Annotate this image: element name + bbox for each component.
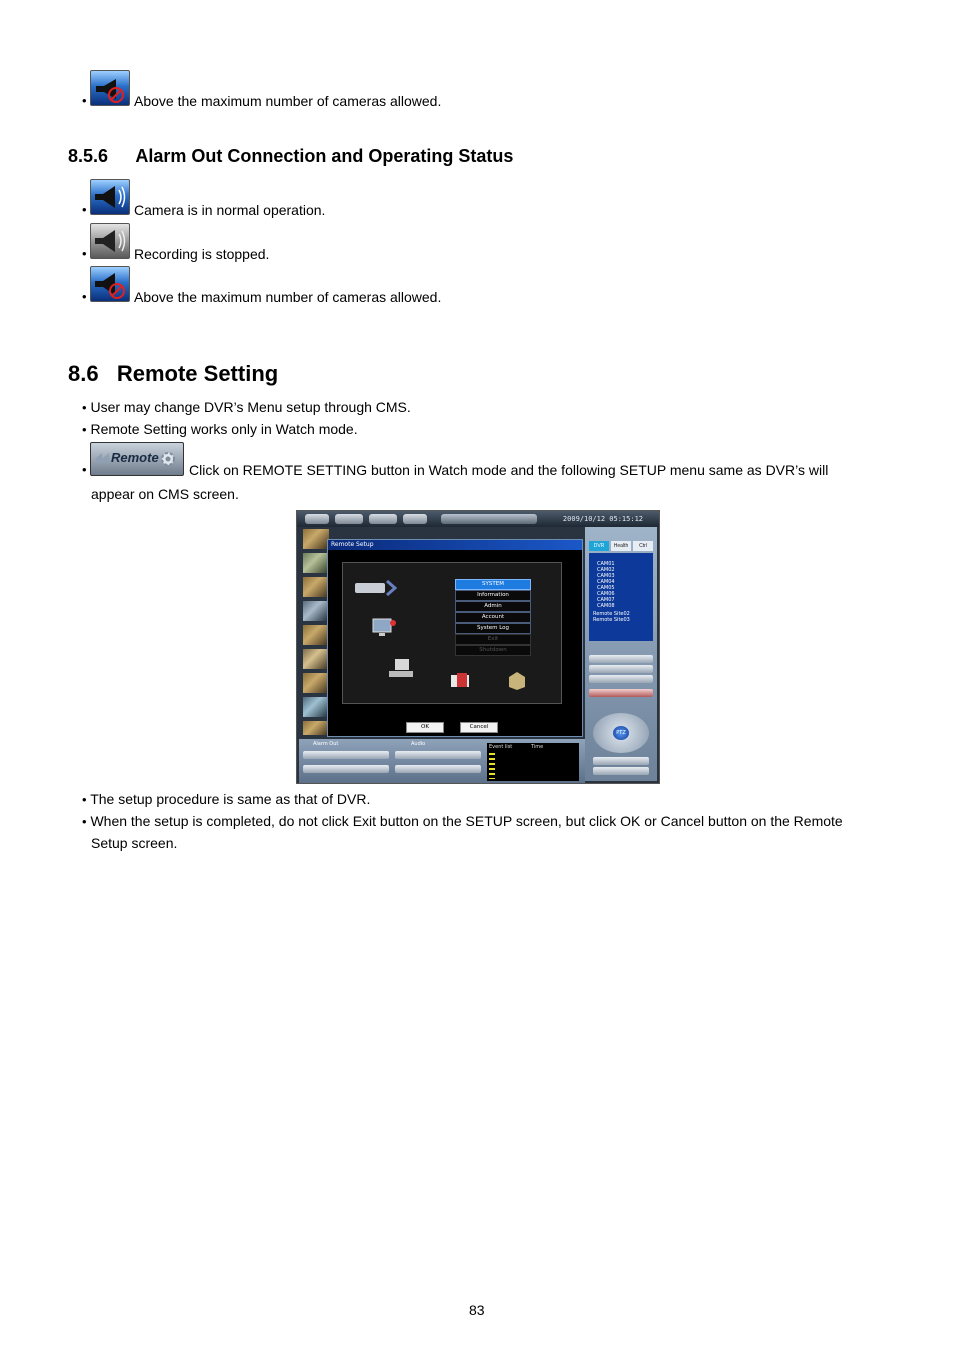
monitor-icon — [371, 617, 397, 637]
bullet-item: • When the setup is completed, do not click Exit button on the SETUP screen, but click OK or Cancel button on the Remote — [82, 813, 843, 829]
item-text: Above the maximum number of cameras allowed. — [134, 93, 442, 109]
alarm-out-keys — [303, 751, 389, 759]
menu-item: System Log — [455, 623, 531, 634]
bullet-item: • The setup procedure is same as that of DVR. — [82, 791, 371, 807]
bullet-item: • User may change DVR’s Menu setup through CMS. — [82, 399, 411, 415]
bullet-text: The setup procedure is same as that of DVR. — [90, 791, 371, 807]
cms-toolbar — [297, 511, 659, 527]
event-rows — [489, 753, 495, 779]
double-arrow-icon — [95, 453, 109, 465]
ptz-dpad — [593, 713, 649, 753]
cms-clock: 2009/10/12 05:15:12 — [562, 515, 643, 523]
alarm-out-label: Alarm Out — [313, 741, 339, 747]
camera-thumb — [303, 721, 329, 735]
remote-button-label: Remote — [111, 450, 159, 465]
menu-item: Admin — [455, 601, 531, 612]
box-icon — [505, 669, 529, 691]
camera-thumb — [303, 625, 329, 645]
toolbar-button — [305, 514, 329, 524]
remote-setup-dialog — [327, 539, 583, 737]
menu-item: Account — [455, 612, 531, 623]
camera-thumb — [303, 553, 329, 573]
cms-right-panel — [585, 527, 657, 781]
bullet-dot: • — [82, 93, 87, 108]
event-header: Event list — [489, 744, 513, 750]
alarm-stopped-icon — [90, 223, 130, 259]
section-title: Alarm Out Connection and Operating Status — [135, 146, 514, 166]
computer-icon — [387, 657, 417, 681]
item-text: Above the maximum number of cameras allowed. — [134, 289, 442, 305]
ptz-preset-row — [593, 757, 649, 765]
channel-keys — [395, 751, 481, 759]
item-text: Camera is in normal operation. — [134, 202, 326, 218]
ptz-preset-row — [593, 767, 649, 775]
tree-item: CAM04 — [597, 579, 615, 585]
setup-menu-panel — [342, 562, 562, 704]
camera-thumb — [303, 697, 329, 717]
section-heading — [68, 146, 513, 167]
camera-thumb — [303, 577, 329, 597]
audio-label: Audio — [411, 741, 426, 747]
bullet-dot: • — [82, 462, 87, 477]
alarm-over-max-icon — [90, 266, 130, 302]
bullet-dot: • — [82, 246, 87, 261]
toolbar-button — [403, 514, 427, 524]
cms-screenshot — [296, 510, 660, 784]
camera-thumb — [303, 601, 329, 621]
menu-item: SYSTEM — [455, 579, 531, 590]
alarm-normal-icon — [90, 179, 130, 215]
remote-line-1: Click on REMOTE SETTING button in Watch mode and the following SETUP menu same as DVR’s will — [189, 462, 829, 478]
remote-setting-button — [90, 442, 184, 476]
remote-line-2: appear on CMS screen. — [91, 486, 239, 502]
toolbar-button — [369, 514, 397, 524]
event-list — [487, 743, 579, 781]
settings-tools-icon — [447, 671, 477, 691]
section-heading — [68, 361, 278, 387]
camera-thumbnails — [299, 527, 329, 737]
alarm-out-keys — [303, 765, 389, 773]
dvr-device-icon — [353, 577, 397, 599]
tree-item: CAM03 — [597, 573, 615, 579]
camera-thumb — [303, 673, 329, 693]
tree-item: CAM08 — [597, 603, 615, 609]
bullet-text: User may change DVR’s Menu setup through CMS. — [90, 399, 411, 415]
camera-tree — [589, 553, 653, 641]
tree-item: Remote Site02 — [593, 611, 630, 617]
item-text: Recording is stopped. — [134, 246, 270, 262]
bullet-continuation: Setup screen. — [91, 835, 178, 851]
camera-thumb — [303, 649, 329, 669]
slider-control — [589, 655, 653, 663]
view-layout-buttons — [441, 514, 537, 524]
menu-item: Shutdown — [455, 645, 531, 656]
ptz-center-button: PTZ — [613, 726, 629, 740]
toolbar-button — [335, 514, 363, 524]
alarm-over-max-icon — [90, 70, 130, 106]
tab-dvr: DVR — [589, 541, 609, 551]
slider-control — [589, 665, 653, 673]
bullet-dot: • — [82, 202, 87, 217]
tree-item: CAM06 — [597, 591, 615, 597]
bullet-text: When the setup is completed, do not click Exit button on the SETUP screen, but click OK or Cancel button on the Remote — [90, 813, 843, 829]
tree-item: CAM05 — [597, 585, 615, 591]
tree-item: CAM02 — [597, 567, 615, 573]
gear-icon — [159, 450, 177, 468]
section-number: 8.6 — [68, 361, 99, 386]
camera-thumb — [303, 529, 329, 549]
tab-ctrl: Ctrl — [633, 541, 653, 551]
tree-item: CAM07 — [597, 597, 615, 603]
tab-health: Health — [611, 541, 631, 551]
cancel-button: Cancel — [460, 722, 498, 733]
section-title: Remote Setting — [116, 361, 279, 386]
event-header: Time — [531, 744, 544, 750]
menu-item: Exit — [455, 634, 531, 645]
volume-control — [395, 765, 481, 773]
record-control — [589, 689, 653, 697]
ok-button: OK — [406, 722, 444, 733]
page-number: 83 — [469, 1302, 485, 1318]
bullet-item: • Remote Setting works only in Watch mode. — [82, 421, 358, 437]
bullet-text: Remote Setting works only in Watch mode. — [90, 421, 358, 437]
tree-item: CAM01 — [597, 561, 615, 567]
tree-item: Remote Site03 — [593, 617, 630, 623]
section-number: 8.5.6 — [68, 146, 109, 166]
slider-control — [589, 675, 653, 683]
menu-item: Information — [455, 590, 531, 601]
dialog-title: Remote Setup — [328, 540, 582, 550]
bullet-dot: • — [82, 289, 87, 304]
